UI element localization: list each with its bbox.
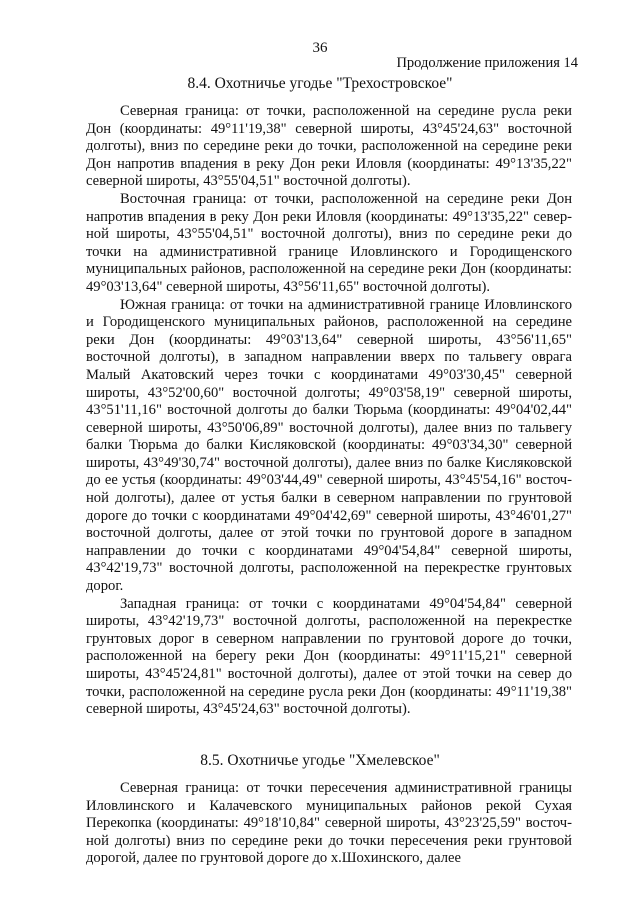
paragraph-west-boundary: Западная граница: от точки с координатами 49°04'54,84" северной широты, 43°42'19,73" восточной долготы, расположенной на перекрестке грунтовых дорог в северном направлении по грунтовой дороге до точки, расположенной на берегу реки Дон (координаты: 49°11'15,21" северной широты, 43°45'24,81" восточной долготы), далее от этой точки на север до точки, расположенной на середине русла реки Дон (координаты: 49°11'19,38" северной широты, 43°45'24,63" восточной долготы).	[86, 595, 572, 718]
section-title-8-5: 8.5. Охотничье угодье "Хмелевское"	[200, 752, 440, 769]
section-8-4-body	[86, 103, 572, 719]
appendix-continuation-note: Продолжение приложения 14	[396, 55, 578, 71]
section-title-8-4: 8.4. Охотничье угодье "Трехостровское"	[187, 75, 453, 92]
paragraph-east-boundary: Восточная граница: от точки, расположенной на середине реки Дон напротив впадения в реку Дон реки Иловля (координаты: 49°13'35,22" северной широты, 43°55'04,51" восточной долготы), вниз по середине реки до точки на административной границе Иловлинского и Городищенского муниципальных районов, расположенной на середине реки Дон (координаты: 49°03'13,64" северной широты, 43°56'11,65" восточной долготы).	[86, 190, 572, 295]
paragraph-north-boundary-khmelevskoe: Северная граница: от точки пересечения административной границы Иловлинского и Калачевского муниципальных районов рекой Сухая Перекопка (координаты: 49°18'10,84" северной широты, 43°23'25,59" восточной долготы) вниз по середине реки до точки пересечения реки грунтовой дорогой, далее по грунтовой дороге до х.Шохинского, далее	[86, 780, 572, 867]
paragraph-south-boundary: Южная граница: от точки на административной границе Иловлинского и Городищенского муниципальных районов, расположенной на середине реки Дон (координаты: 49°03'13,64" северной широты, 43°56'11,65" восточной долготы), в западном направлении вверх по тальвегу оврага Малый Акатовский через точки с координатами 49°03'30,45" северной широты, 43°52'00,60" восточной долготы; 49°03'58,19" северной широты, 43°51'11,16" восточной долготы до балки Тюрьма (координаты: 49°04'02,44" северной широты, 43°50'06,89" восточной долготы), далее вниз по тальвегу балки Тюрьма до балки Кисляковской (координаты: 49°03'34,30" северной широты, 43°49'30,74" восточной долготы), далее вниз по балке Кисляковской до ее устья (координаты: 49°03'44,49" северной широты, 43°45'54,16" восточной долготы), далее от устья балки в северном направлении по грунтовой дороге до точки с координатами 49°04'42,69" северной широты, 43°46'01,27" восточной долготы, далее от этой точки по грунтовой дороге в западном направлении до точки с координатами 49°04'54,84" северной широты, 43°42'19,73" восточной долготы, расположенной на перекрестке грунтовых дорог.	[86, 296, 572, 595]
section-8-5-body	[86, 780, 572, 868]
page-number: 36	[312, 40, 328, 56]
paragraph-north-boundary: Северная граница: от точки, расположенной на середине русла реки Дон (координаты: 49°11'19,38" северной широты, 43°45'24,63" восточной долготы), вниз по середине реки до точки, расположенной на середине реки Дон напротив впадения в реку Дон реки Иловля (координаты: 49°13'35,22" северной широты, 43°55'04,51" восточной долготы).	[86, 103, 572, 190]
